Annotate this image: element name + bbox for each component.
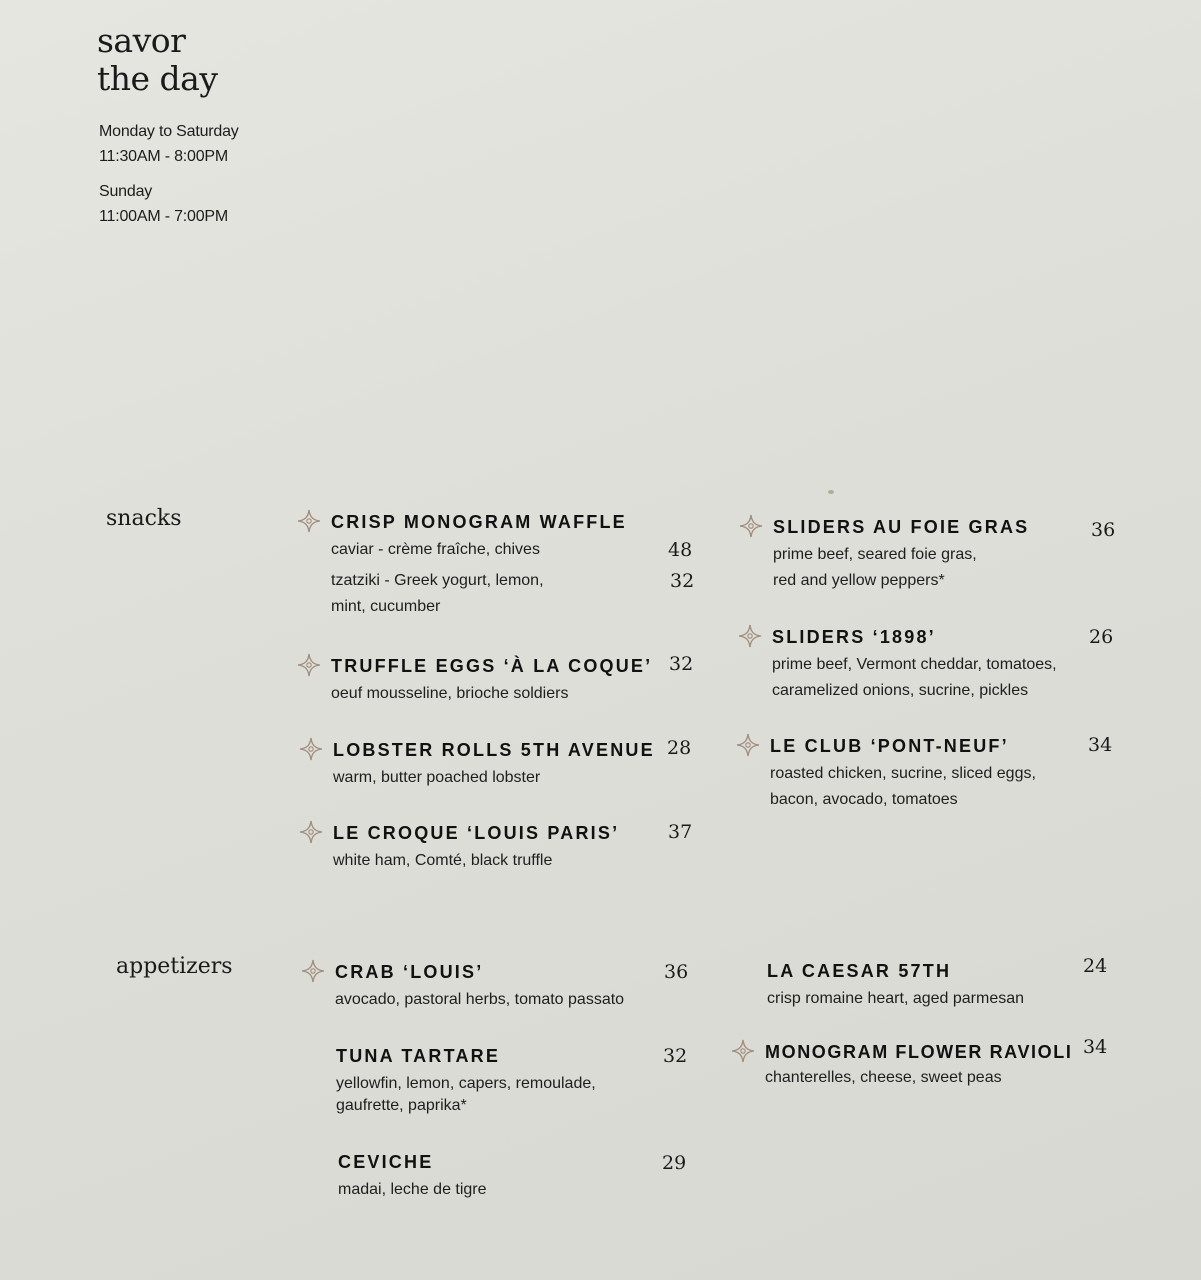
item-desc: white ham, Comté, black truffle (333, 852, 553, 869)
monogram-star-icon (736, 733, 760, 757)
item-price: 36 (664, 961, 689, 983)
item-price: 32 (669, 653, 694, 675)
menu-item (772, 626, 1057, 704)
item-name: LA CAESAR 57TH (767, 961, 952, 981)
menu-item (773, 516, 1029, 594)
menu-item (335, 961, 624, 1013)
item-desc: yellowfin, lemon, capers, remoulade, (336, 1075, 596, 1092)
item-name: TRUFFLE EGGS ‘À LA COQUE’ (331, 656, 653, 676)
menu-item (333, 822, 619, 874)
paper-speck (828, 490, 834, 494)
item-name: LOBSTER ROLLS 5TH AVENUE (333, 740, 655, 760)
section-label-snacks: snacks (106, 506, 182, 531)
title-line-2: the day (97, 59, 218, 98)
item-name: SLIDERS AU FOIE GRAS (773, 517, 1030, 537)
monogram-star-icon (297, 653, 321, 677)
item-name: CRAB ‘LOUIS’ (335, 962, 484, 982)
menu-item (770, 735, 1036, 813)
title-line-1: savor (97, 21, 186, 60)
item-name: SLIDERS ‘1898’ (772, 627, 936, 647)
monogram-star-icon (299, 820, 323, 844)
item-desc: prime beef, seared foie gras, (773, 546, 977, 563)
item-desc: roasted chicken, sucrine, sliced eggs, (770, 765, 1036, 782)
item-desc: crisp romaine heart, aged parmesan (767, 990, 1025, 1007)
item-price: 48 (668, 539, 693, 561)
item-name: CEVICHE (338, 1152, 434, 1172)
monogram-star-icon (299, 737, 323, 761)
item-name: TUNA TARTARE (336, 1046, 501, 1066)
item-desc: chanterelles, cheese, sweet peas (765, 1069, 1002, 1086)
monogram-star-icon (739, 514, 763, 538)
monogram-star-icon (731, 1039, 755, 1063)
menu-item (767, 960, 1024, 1012)
menu-item (338, 1151, 487, 1203)
item-desc: tzatziki - Greek yogurt, lemon, (331, 572, 544, 589)
hours-days: Monday to Saturday (99, 123, 239, 140)
item-desc: gaufrette, paprika* (336, 1097, 467, 1114)
menu-item (333, 739, 655, 791)
item-price: 32 (670, 570, 695, 592)
monogram-star-icon (301, 959, 325, 983)
item-desc: caramelized onions, sucrine, pickles (772, 682, 1029, 699)
item-price: 37 (668, 821, 693, 843)
monogram-star-icon (297, 509, 321, 533)
item-desc: warm, butter poached lobster (333, 769, 541, 786)
item-price: 28 (667, 737, 692, 759)
item-desc: oeuf mousseline, brioche soldiers (331, 685, 569, 702)
item-name: CRISP MONOGRAM WAFFLE (331, 512, 627, 532)
item-name: LE CROQUE ‘LOUIS PARIS’ (333, 823, 620, 843)
hours-time: 11:30AM - 8:00PM (99, 148, 229, 165)
hours-time: 11:00AM - 7:00PM (99, 208, 229, 225)
hours-sunday (99, 179, 228, 229)
item-price: 29 (662, 1152, 687, 1174)
item-desc: caviar - crème fraîche, chives (331, 541, 540, 558)
item-desc: red and yellow peppers* (773, 572, 945, 589)
menu-item (336, 1045, 596, 1119)
item-name: LE CLUB ‘PONT-NEUF’ (770, 736, 1009, 756)
item-price: 36 (1091, 519, 1116, 541)
hours-days: Sunday (99, 183, 153, 200)
item-price: 34 (1088, 734, 1113, 756)
item-price: 24 (1083, 955, 1108, 977)
menu-title (97, 22, 217, 98)
item-desc: prime beef, Vermont cheddar, tomatoes, (772, 656, 1057, 673)
monogram-star-icon (738, 624, 762, 648)
menu-item (331, 511, 627, 620)
menu-item (331, 655, 652, 707)
item-price: 26 (1089, 626, 1114, 648)
item-desc: avocado, pastoral herbs, tomato passato (335, 991, 625, 1008)
item-name: MONOGRAM FLOWER RAVIOLI (765, 1042, 1073, 1062)
item-price: 32 (663, 1045, 688, 1067)
item-desc: madai, leche de tigre (338, 1181, 487, 1198)
item-price: 34 (1083, 1036, 1108, 1058)
section-label-appetizers: appetizers (116, 954, 233, 979)
hours-weekday (99, 119, 239, 169)
item-desc: bacon, avocado, tomatoes (770, 791, 958, 808)
item-desc: mint, cucumber (331, 598, 441, 615)
menu-item (765, 1041, 1072, 1091)
